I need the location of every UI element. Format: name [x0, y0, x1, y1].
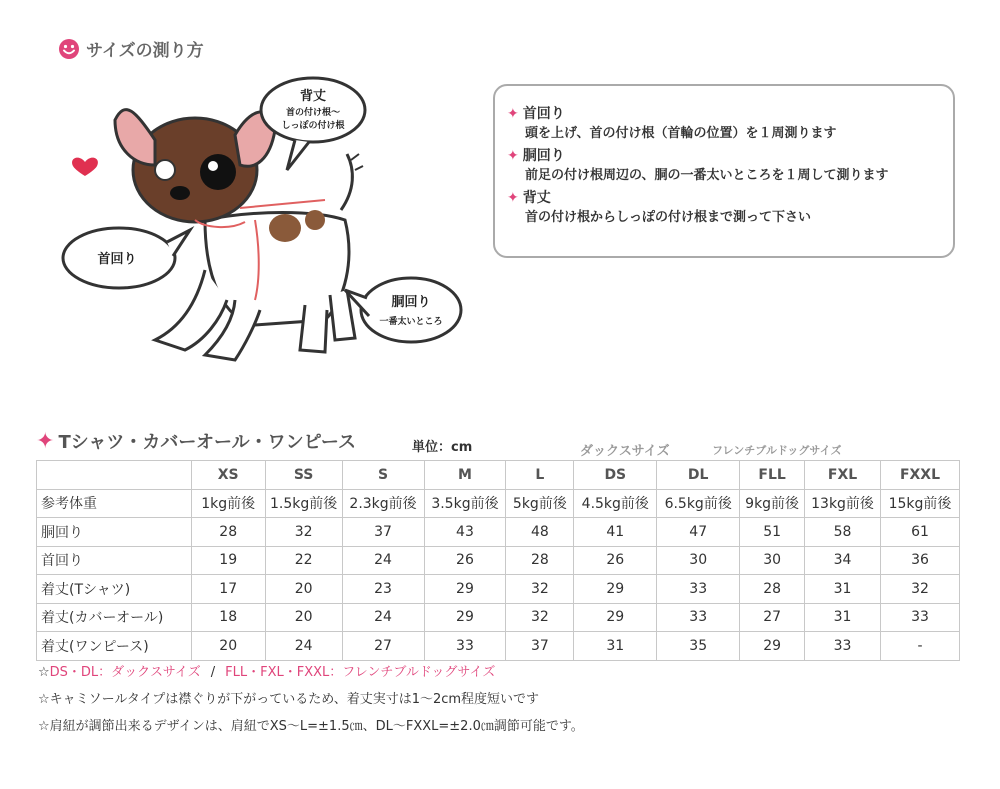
- row-label: 首回り: [37, 546, 192, 575]
- table-cell: 33: [805, 632, 881, 661]
- table-cell: 32: [506, 603, 574, 632]
- table-cell: 32: [881, 575, 960, 604]
- column-header: DL: [657, 461, 740, 490]
- table-cell: 2.3kg前後: [342, 489, 424, 518]
- table-row: [37, 575, 960, 604]
- note-french: FLL・FXL・FXXL：フレンチブルドッグサイズ: [225, 665, 496, 680]
- table-cell: 9kg前後: [740, 489, 805, 518]
- size-table: [36, 460, 960, 661]
- table-row: [37, 489, 960, 518]
- table-cell: 27: [342, 632, 424, 661]
- table-cell: 31: [805, 575, 881, 604]
- size-notes: [38, 659, 584, 740]
- table-cell: 30: [740, 546, 805, 575]
- column-header: XS: [191, 461, 265, 490]
- table-cell: 23: [342, 575, 424, 604]
- table-cell: 6.5kg前後: [657, 489, 740, 518]
- column-header: L: [506, 461, 574, 490]
- table-cell: 47: [657, 518, 740, 547]
- column-header: FXL: [805, 461, 881, 490]
- table-cell: 35: [657, 632, 740, 661]
- sparkle-icon: ✦: [507, 148, 519, 164]
- sparkle-icon: ✦: [507, 106, 519, 122]
- dachs-size-label: ダックスサイズ: [580, 444, 670, 459]
- table-cell: 19: [191, 546, 265, 575]
- page-title: サイズの測り方: [86, 41, 204, 61]
- unit-label: 単位：cm: [412, 440, 473, 455]
- table-cell: 41: [574, 518, 657, 547]
- table-cell: 58: [805, 518, 881, 547]
- table-cell: 28: [191, 518, 265, 547]
- table-cell: 31: [574, 632, 657, 661]
- note-line-3: ☆肩紐が調節出来るデザインは、肩紐でXS～L=±1.5㎝、DL～FXXL=±2.0㎝調節可能です。: [38, 719, 584, 734]
- column-header: DS: [574, 461, 657, 490]
- measurement-info-box: [493, 84, 955, 258]
- table-row: [37, 603, 960, 632]
- info-title: 背丈: [522, 190, 551, 206]
- note-line-1: ☆DS・DL：ダックスサイズ / FLL・FXL・FXXL：フレンチブルドッグサイズ: [38, 665, 496, 680]
- neck-label: 首回り: [97, 252, 137, 267]
- table-cell: 20: [265, 603, 342, 632]
- row-label: 着丈(ワンピース): [37, 632, 192, 661]
- page-header: [58, 36, 204, 61]
- table-cell: 31: [805, 603, 881, 632]
- table-cell: 15kg前後: [881, 489, 960, 518]
- table-cell: 33: [881, 603, 960, 632]
- table-cell: 13kg前後: [805, 489, 881, 518]
- column-header: FXXL: [881, 461, 960, 490]
- info-title: 胴回り: [522, 148, 565, 164]
- table-cell: 48: [506, 518, 574, 547]
- table-cell: 29: [740, 632, 805, 661]
- column-header: M: [424, 461, 506, 490]
- sparkle-icon: ✦: [36, 428, 55, 454]
- table-row: [37, 518, 960, 547]
- french-bulldog-size-label: フレンチブルドッグサイズ: [712, 444, 842, 457]
- row-label: 参考体重: [37, 489, 192, 518]
- info-item-body: [507, 146, 953, 186]
- back-label: 背丈: [299, 89, 327, 104]
- table-cell: 29: [574, 603, 657, 632]
- table-cell: 28: [740, 575, 805, 604]
- table-cell: 20: [191, 632, 265, 661]
- section-title: Tシャツ・カバーオール・ワンピース: [58, 432, 357, 453]
- table-cell: 1.5kg前後: [265, 489, 342, 518]
- table-cell: 22: [265, 546, 342, 575]
- table-cell: 28: [506, 546, 574, 575]
- table-cell: 26: [574, 546, 657, 575]
- table-cell: 32: [265, 518, 342, 547]
- body-label: 胴回り: [391, 295, 431, 310]
- table-cell: 1kg前後: [191, 489, 265, 518]
- table-cell: 24: [265, 632, 342, 661]
- table-cell: 51: [740, 518, 805, 547]
- table-cell: 33: [657, 603, 740, 632]
- row-label: 胴回り: [37, 518, 192, 547]
- back-measure-line: [240, 200, 325, 208]
- table-header-row: [37, 461, 960, 490]
- table-cell: 5kg前後: [506, 489, 574, 518]
- table-cell: 37: [506, 632, 574, 661]
- note-dachs: DS・DL：ダックスサイズ: [49, 665, 201, 680]
- body-sub: 一番太いところ: [379, 317, 443, 327]
- table-row: [37, 632, 960, 661]
- column-header: FLL: [740, 461, 805, 490]
- table-cell: 30: [657, 546, 740, 575]
- heart-icon: [72, 158, 98, 176]
- info-item-back: [507, 188, 953, 228]
- table-cell: 24: [342, 603, 424, 632]
- column-header: S: [342, 461, 424, 490]
- smiley-icon: [58, 38, 80, 60]
- table-cell: 29: [424, 603, 506, 632]
- back-sub1: 首の付け根～: [285, 108, 341, 118]
- info-item-neck: [507, 104, 953, 144]
- table-cell: -: [881, 632, 960, 661]
- table-cell: 36: [881, 546, 960, 575]
- info-desc: 首の付け根からしっぽの付け根まで測って下さい: [525, 210, 812, 225]
- table-cell: 37: [342, 518, 424, 547]
- info-title: 首回り: [522, 106, 565, 122]
- table-cell: 4.5kg前後: [574, 489, 657, 518]
- info-desc: 頭を上げ、首の付け根（首輪の位置）を１周測ります: [525, 126, 837, 141]
- row-label: 着丈(カバーオール): [37, 603, 192, 632]
- table-cell: 32: [506, 575, 574, 604]
- table-cell: 33: [424, 632, 506, 661]
- body-bubble: [361, 278, 461, 342]
- note-line-2: ☆キャミソールタイプは襟ぐりが下がっているため、着丈実寸は1～2cm程度短いです: [38, 692, 540, 707]
- table-row: [37, 546, 960, 575]
- table-cell: 18: [191, 603, 265, 632]
- table-cell: 61: [881, 518, 960, 547]
- dog-measurement-illustration: [55, 70, 475, 400]
- size-section-header: [36, 428, 966, 464]
- table-cell: 29: [574, 575, 657, 604]
- sparkle-icon: ✦: [507, 190, 519, 206]
- table-cell: 3.5kg前後: [424, 489, 506, 518]
- table-cell: 34: [805, 546, 881, 575]
- info-desc: 前足の付け根周辺の、胴の一番太いところを１周して測ります: [525, 168, 889, 183]
- table-cell: 20: [265, 575, 342, 604]
- column-header: SS: [265, 461, 342, 490]
- table-cell: 17: [191, 575, 265, 604]
- row-label: 着丈(Tシャツ): [37, 575, 192, 604]
- column-header: [37, 461, 192, 490]
- table-cell: 27: [740, 603, 805, 632]
- table-cell: 29: [424, 575, 506, 604]
- back-sub2: しっぽの付け根: [281, 121, 345, 131]
- table-cell: 33: [657, 575, 740, 604]
- table-cell: 43: [424, 518, 506, 547]
- table-cell: 26: [424, 546, 506, 575]
- table-cell: 24: [342, 546, 424, 575]
